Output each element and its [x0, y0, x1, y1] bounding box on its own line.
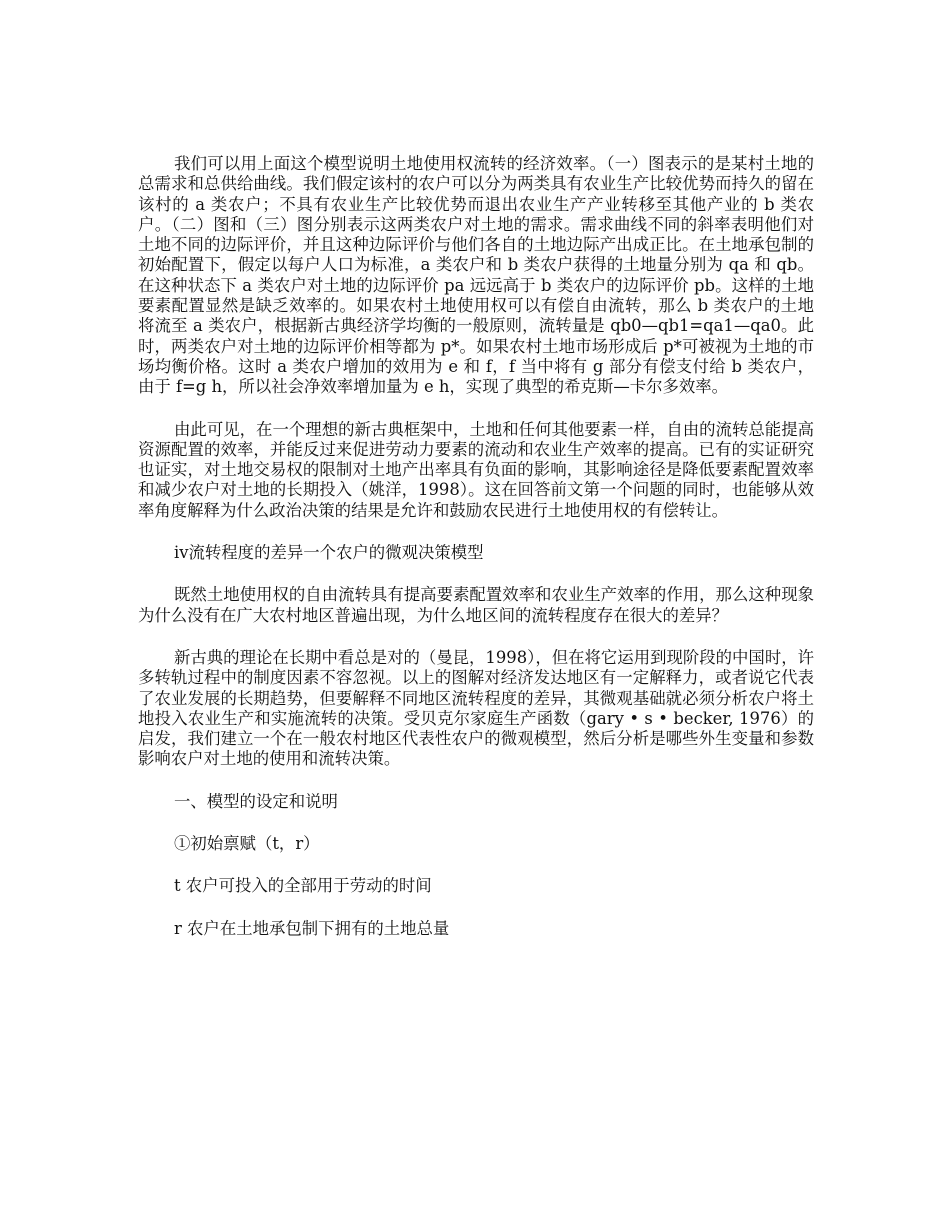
document-page: [138, 154, 814, 961]
section-heading: ⅳ流转程度的差异一个农户的微观决策模型: [174, 543, 484, 563]
item-heading: ①初始禀赋（t，r）: [174, 834, 320, 854]
paragraph-question: 既然土地使用权的自由流转具有提高要素配置效率和农业生产效率的作用，那么这种现象为什么没有在广大农村地区普遍出现，为什么地区间的流转程度存在很大的差异？: [138, 585, 814, 625]
paragraph-neoclassical-framework: 由此可见，在一个理想的新古典框架中，土地和任何其他要素一样，自由的流转总能提高资源配置的效率，并能反过来促进劳动力要素的流动和农业生产效率的提高。已有的实证研究也证实，对土地交易权的限制对土地产出率具有负面的影响，其影响途径是降低要素配置效率和减少农户对土地的长期投入（姚洋，1998）。这在回答前文第一个问题的同时，也能够从效率角度解释为什么政治决策的结果是允许和鼓励农民进行土地使用权的有偿转让。: [138, 419, 814, 520]
subsection-heading: 一、模型的设定和说明: [174, 791, 338, 811]
definition-r: r 农户在土地承包制下拥有的土地总量: [174, 918, 450, 938]
paragraph-micro-model: 新古典的理论在长期中看总是对的（曼昆，1998），但在将它运用到现阶段的中国时，许多转轨过程中的制度因素不容忽视。以上的图解对经济发达地区有一定解释力，或者说它代表了农业发展的长期趋势，但要解释不同地区流转程度的差异，其微观基础就必须分析农户将土地投入农业生产和实施流转的决策。受贝克尔家庭生产函数（gary • s • becker, 1976）的启发，我们建立一个在一般农村地区代表性农户的微观模型，然后分析是哪些外生变量和参数影响农户对土地的使用和流转决策。: [138, 647, 814, 769]
definition-t: t 农户可投入的全部用于劳动的时间: [174, 876, 432, 896]
paragraph-efficiency-model: 我们可以用上面这个模型说明土地使用权流转的经济效率。（一）图表示的是某村土地的总需求和总供给曲线。我们假定该村的农户可以分为两类具有农业生产比较优势而持久的留在该村的 a 类农户；不具有农业生产比较优势而退出农业生产产业转移至其他产业的 b 类农户。（二）图和（三）图分别表示这两类农户对土地的需求。需求曲线不同的斜率表明他们对土地不同的边际评价，并且这种边际评价与他们各自的土地边际产出成正比。在土地承包制的初始配置下，假定以每户人口为标准，a 类农户和 b 类农户获得的土地量分别为 qa 和 qb。在这种状态下 a 类农户对土地的边际评价 pa 远远高于 b 类农户的边际评价 pb。这样的土地要素配置显然是缺乏效率的。如果农村土地使用权可以有偿自由流转，那么 b 类农户的土地将流至 a 类农户，根据新古典经济学均衡的一般原则，流转量是 qb0—qb1=qa1—qa0。此时，两类农户对土地的边际评价相等都为 p*。如果农村土地市场形成后 p*可被视为土地的市场均衡价格。这时 a 类农户增加的效用为 e 和 f，f 当中将有 g 部分有偿支付给 b 类农户，由于 f=g h，所以社会净效率增加量为 e h，实现了典型的希克斯—卡尔多效率。: [138, 154, 814, 397]
